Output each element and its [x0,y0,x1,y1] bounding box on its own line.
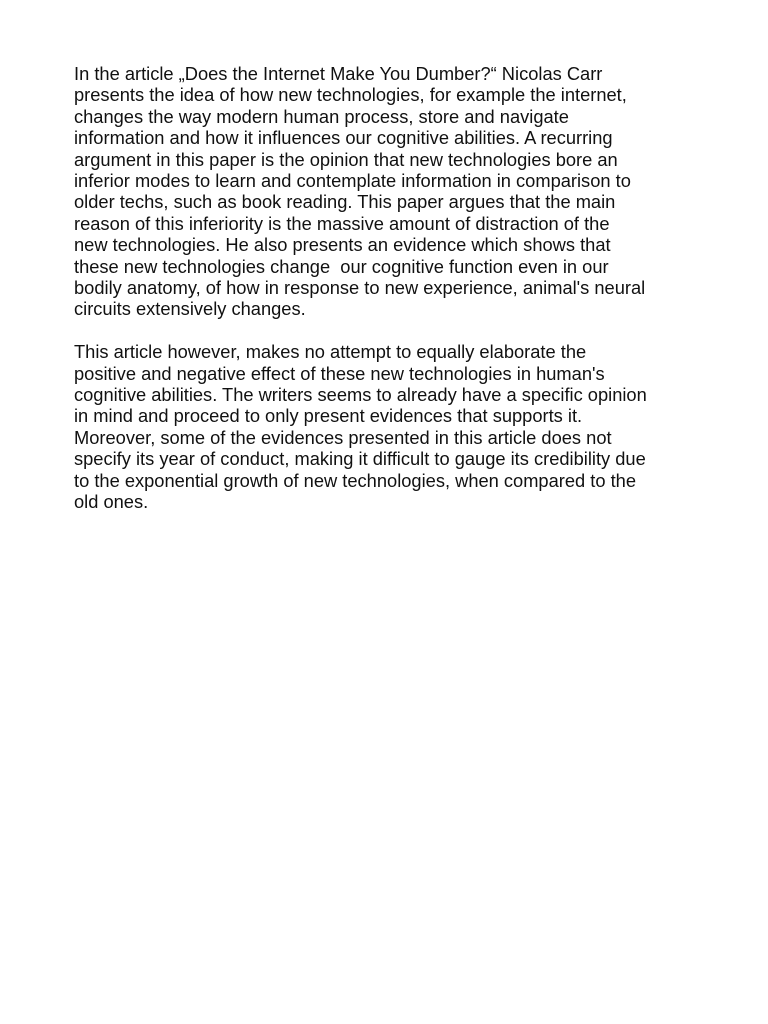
paragraph-line: presents the idea of how new technologies, for example the internet, [74,84,627,106]
paragraph-line: cognitive abilities. The writers seems to already have a specific opinion [74,384,647,406]
paragraph-line: circuits extensively changes. [74,298,306,320]
paragraph-line: This article however, makes no attempt to equally elaborate the [74,341,587,363]
paragraph-line: reason of this inferiority is the massive amount of distraction of the [74,212,610,234]
paragraph-line: specify its year of conduct, making it difficult to gauge its credibility due [74,448,646,470]
paragraph-2 [74,341,714,512]
paragraph-line: changes the way modern human process, store and navigate [74,105,569,127]
paragraph-spacer [74,320,714,341]
paragraph-line: these new technologies change our cognitive function even in our [74,255,609,277]
paragraph-1 [74,63,714,320]
paragraph-line: new technologies. He also presents an evidence which shows that [74,234,611,256]
paragraph-line: in mind and proceed to only present evidences that supports it. [74,405,583,427]
paragraph-line: older techs, such as book reading. This paper argues that the main [74,191,616,213]
paragraph-line: In the article „Does the Internet Make You Dumber?“ Nicolas Carr [74,63,603,84]
paragraph-line: positive and negative effect of these new technologies in human's [74,362,605,384]
paragraph-line: argument in this paper is the opinion that new technologies bore an [74,148,618,170]
paragraph-line: information and how it influences our cognitive abilities. A recurring [74,127,613,149]
paragraph-line: old ones. [74,491,149,513]
paragraph-line: to the exponential growth of new technologies, when compared to the [74,469,637,491]
document-body [74,63,714,513]
paragraph-line: bodily anatomy, of how in response to new experience, animal's neural [74,277,646,299]
paragraph-line: Moreover, some of the evidences presented in this article does not [74,426,612,448]
paragraph-line: inferior modes to learn and contemplate information in comparison to [74,170,631,192]
